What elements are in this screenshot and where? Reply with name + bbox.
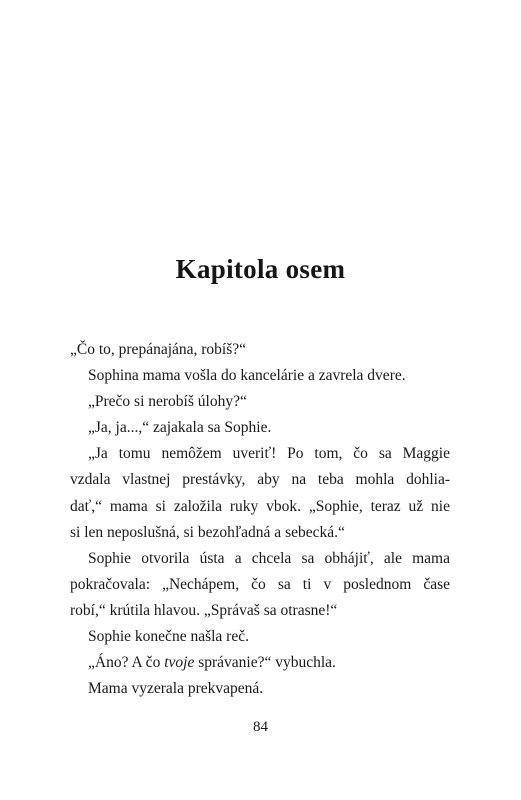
- text-line-content: Sophie otvorila ústa a chcela sa obhájiť, ale mama: [88, 549, 450, 567]
- text-line-content: „Ja tomu nemôžem uveriť! Po tom, čo sa Maggie: [88, 445, 450, 463]
- body-text: [70, 337, 450, 702]
- text-line: „Prečo si nerobíš úlohy?“: [88, 393, 247, 411]
- text-line: Sophie konečne našla reč.: [88, 628, 249, 646]
- text-line: [70, 494, 450, 520]
- text-fragment: „Áno? A čo: [88, 654, 165, 672]
- chapter-title: Kapitola osem: [175, 254, 346, 284]
- text-line-content: vzdala vlastnej prestávky, aby na teba mohla dohlia-: [70, 471, 450, 489]
- text-line: si len neposlušná, si bezohľadná a sebecká.“: [70, 523, 345, 541]
- text-line: „Ja, ja...,“ zajakala sa Sophie.: [88, 419, 272, 437]
- text-line: [70, 546, 450, 572]
- text-line: Mama vyzerala prekvapená.: [88, 680, 264, 698]
- text-line-content: pokračovala: „Nechápem, čo sa ti v poslednom čase: [70, 575, 450, 593]
- text-line: [70, 650, 450, 676]
- text-line: robí,“ krútila hlavou. „Správaš sa otrasne!“: [70, 601, 338, 619]
- text-fragment: správanie?“ vybuchla.: [194, 654, 336, 672]
- page-number: 84: [253, 719, 268, 735]
- emphasis-text: tvoje: [164, 654, 195, 672]
- text-line: [70, 467, 450, 493]
- text-line: [70, 572, 450, 598]
- text-line: [70, 441, 450, 467]
- text-line: Sophina mama vošla do kancelárie a zavrela dvere.: [88, 367, 406, 385]
- text-line: „Čo to, prepánajána, robíš?“: [70, 341, 247, 358]
- text-line-content: dať,“ mama si založila ruky vbok. „Sophie, teraz už nie: [70, 497, 450, 515]
